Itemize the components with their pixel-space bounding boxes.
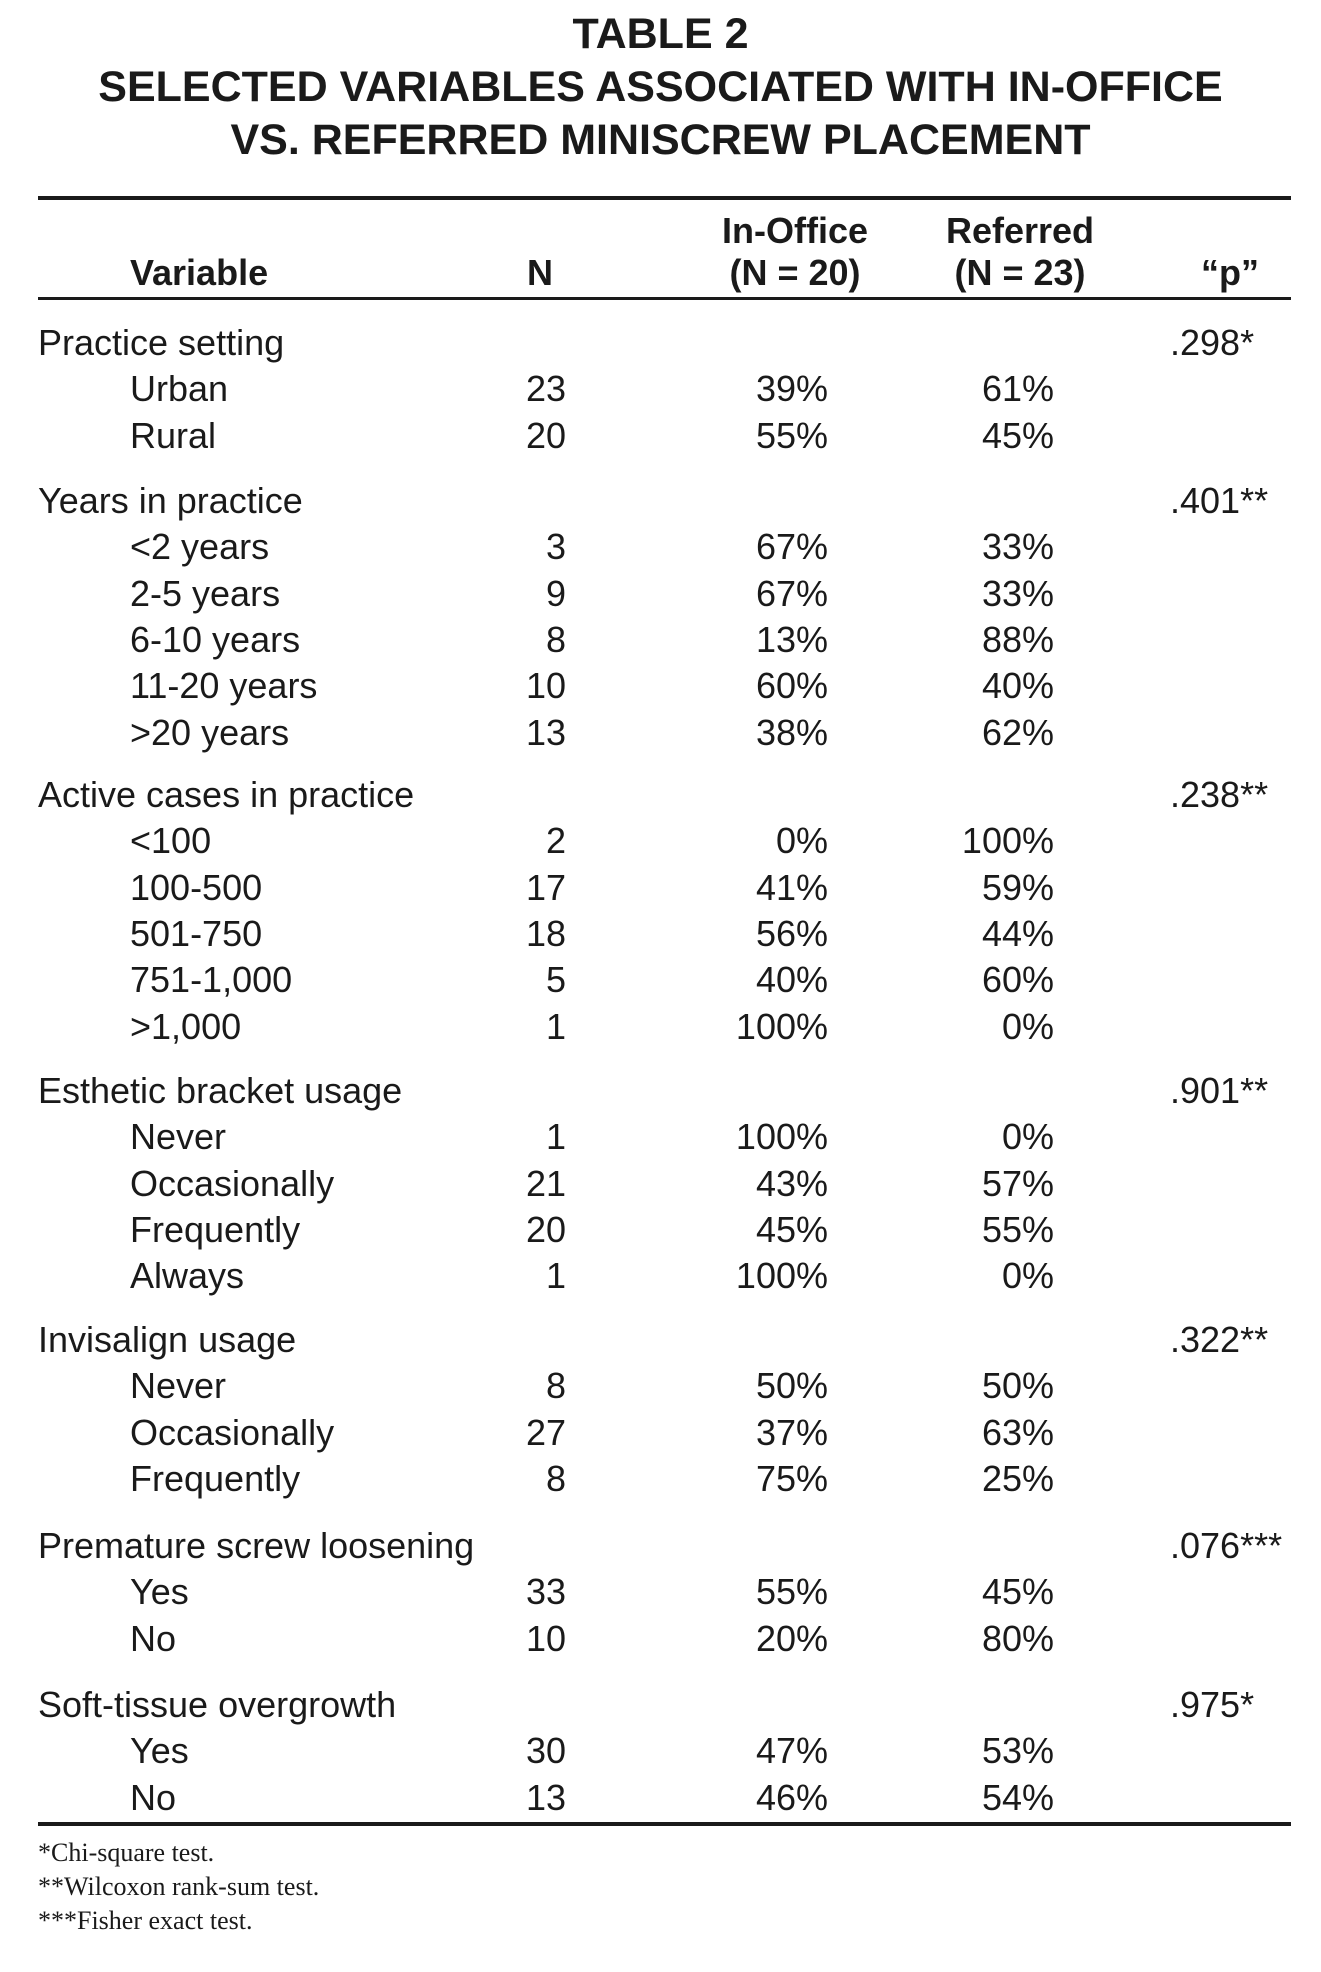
row-in-office: 40% [755,959,828,1001]
row-referred: 63% [981,1411,1054,1453]
top-rule [38,196,1291,200]
group-row [0,1068,1321,1114]
group-label: Years in practice [38,480,303,521]
row-in-office: 45% [755,1208,828,1250]
row-label: No [130,1617,177,1659]
table-row [0,663,1321,709]
row-label: <2 years [130,526,270,568]
group-label: Invisalign usage [38,1319,297,1360]
header-rule [38,297,1291,300]
row-referred: 45% [981,414,1054,456]
row-referred: 62% [981,711,1054,753]
row-n: 1 [545,1255,566,1297]
row-referred: 45% [981,1571,1054,1613]
row-in-office: 55% [755,414,828,456]
row-referred: 33% [981,526,1054,568]
row-n: 20 [525,1208,566,1250]
row-label: Never [130,1365,227,1407]
row-in-office: 100% [735,1255,828,1297]
row-n: 18 [525,912,566,954]
bottom-rule [38,1822,1291,1826]
table-row [0,1004,1321,1050]
group-p-value: .238** [1170,774,1269,815]
row-label: >1,000 [130,1005,242,1047]
row-in-office: 75% [755,1457,828,1499]
row-label: 6-10 years [130,618,301,660]
row-in-office: 46% [755,1776,828,1818]
group-row [0,478,1321,524]
row-label: Frequently [130,1457,301,1499]
row-n: 10 [525,1617,566,1659]
group-row [0,772,1321,818]
table-row [0,911,1321,957]
group-label: Practice setting [38,322,285,363]
row-n: 33 [525,1571,566,1613]
group-row [0,1523,1321,1569]
row-referred: 0% [1001,1116,1054,1158]
row-referred: 44% [981,912,1054,954]
row-in-office: 43% [755,1162,828,1204]
table-row [0,617,1321,663]
footnote-fisher: ***Fisher exact test. [38,1906,253,1935]
row-n: 10 [525,665,566,707]
row-referred: 25% [981,1457,1054,1499]
table-row [0,1363,1321,1409]
row-in-office: 67% [755,526,828,568]
table-row [0,366,1321,412]
table-caption-line-2: VS. REFERRED MINISCREW PLACEMENT [230,116,1091,164]
header-in-office [700,210,890,294]
row-label: Rural [130,414,217,456]
table-row [0,1253,1321,1299]
row-label: 751-1,000 [130,959,293,1001]
row-label: 100-500 [130,866,263,908]
footnote-wilcoxon: **Wilcoxon rank-sum test. [38,1872,320,1901]
table-row [0,1114,1321,1160]
row-label: Yes [130,1571,189,1613]
footnote-chi-square: *Chi-square test. [38,1838,215,1867]
row-in-office: 60% [755,665,828,707]
group-p-value: .076*** [1170,1525,1283,1566]
row-in-office: 41% [755,866,828,908]
row-referred: 0% [1001,1005,1054,1047]
table-row [0,571,1321,617]
row-n: 27 [525,1411,566,1453]
header-in-office-count: (N = 20) [729,252,861,293]
row-n: 13 [525,1776,566,1818]
footnotes [38,1836,319,1938]
row-referred: 57% [981,1162,1054,1204]
group-p-value: .401** [1170,480,1269,521]
row-in-office: 0% [775,820,828,862]
row-n: 8 [545,1365,566,1407]
row-label: Never [130,1116,227,1158]
group-row [0,1317,1321,1363]
row-in-office: 100% [735,1116,828,1158]
row-label: No [130,1776,177,1818]
header-referred-label: Referred [945,210,1095,251]
row-label: Occasionally [130,1162,335,1204]
table-row [0,1161,1321,1207]
row-n: 1 [545,1116,566,1158]
row-label: <100 [130,820,212,862]
row-label: Occasionally [130,1411,335,1453]
table-row [0,1456,1321,1502]
table-row [0,865,1321,911]
table-row [0,957,1321,1003]
group-p-value: .975* [1170,1684,1255,1725]
row-in-office: 39% [755,368,828,410]
row-n: 9 [545,572,566,614]
row-referred: 59% [981,866,1054,908]
row-n: 20 [525,414,566,456]
table-row [0,1207,1321,1253]
header-n: N [527,252,553,293]
row-n: 8 [545,618,566,660]
table-row [0,413,1321,459]
row-in-office: 56% [755,912,828,954]
row-label: Frequently [130,1208,301,1250]
row-referred: 60% [981,959,1054,1001]
group-row [0,1682,1321,1728]
row-label: Yes [130,1730,189,1772]
row-in-office: 47% [755,1730,828,1772]
row-in-office: 100% [735,1005,828,1047]
row-referred: 0% [1001,1255,1054,1297]
group-row [0,320,1321,366]
row-label: 2-5 years [130,572,281,614]
table-row [0,1569,1321,1615]
table-row [0,1616,1321,1662]
header-p-value: “p” [1201,252,1259,293]
row-n: 23 [525,368,566,410]
group-p-value: .298* [1170,322,1255,363]
row-label: Always [130,1255,245,1297]
table-number: TABLE 2 [572,10,749,58]
row-n: 5 [545,959,566,1001]
row-referred: 33% [981,572,1054,614]
row-label: 11-20 years [130,665,318,707]
row-referred: 55% [981,1208,1054,1250]
row-label: >20 years [130,711,290,753]
row-in-office: 50% [755,1365,828,1407]
table-header [0,208,1321,298]
table-row [0,1775,1321,1821]
row-referred: 53% [981,1730,1054,1772]
group-label: Premature screw loosening [38,1525,475,1566]
row-n: 8 [545,1457,566,1499]
group-label: Active cases in practice [38,774,415,815]
table-row [0,1728,1321,1774]
row-referred: 54% [981,1776,1054,1818]
row-n: 17 [525,866,566,908]
row-referred: 61% [981,368,1054,410]
table-row [0,1410,1321,1456]
table-caption-line-1: SELECTED VARIABLES ASSOCIATED WITH IN-OFFICE [98,63,1223,111]
row-referred: 100% [961,820,1054,862]
row-n: 2 [545,820,566,862]
row-referred: 50% [981,1365,1054,1407]
row-n: 30 [525,1730,566,1772]
header-variable: Variable [130,252,269,293]
row-in-office: 20% [755,1617,828,1659]
table-row [0,818,1321,864]
row-label: Urban [130,368,229,410]
group-label: Esthetic bracket usage [38,1070,403,1111]
row-in-office: 38% [755,711,828,753]
row-n: 13 [525,711,566,753]
header-referred-count: (N = 23) [954,252,1086,293]
row-in-office: 67% [755,572,828,614]
row-referred: 88% [981,618,1054,660]
row-in-office: 13% [755,618,828,660]
table-row [0,524,1321,570]
row-n: 21 [525,1162,566,1204]
row-n: 3 [545,526,566,568]
row-referred: 40% [981,665,1054,707]
row-referred: 80% [981,1617,1054,1659]
group-label: Soft-tissue overgrowth [38,1684,397,1725]
table-title [0,8,1321,167]
group-p-value: .322** [1170,1319,1269,1360]
row-in-office: 37% [755,1411,828,1453]
row-n: 1 [545,1005,566,1047]
header-referred [920,210,1120,294]
row-in-office: 55% [755,1571,828,1613]
table-row [0,710,1321,756]
header-in-office-label: In-Office [721,210,868,251]
group-p-value: .901** [1170,1070,1269,1111]
row-label: 501-750 [130,912,263,954]
